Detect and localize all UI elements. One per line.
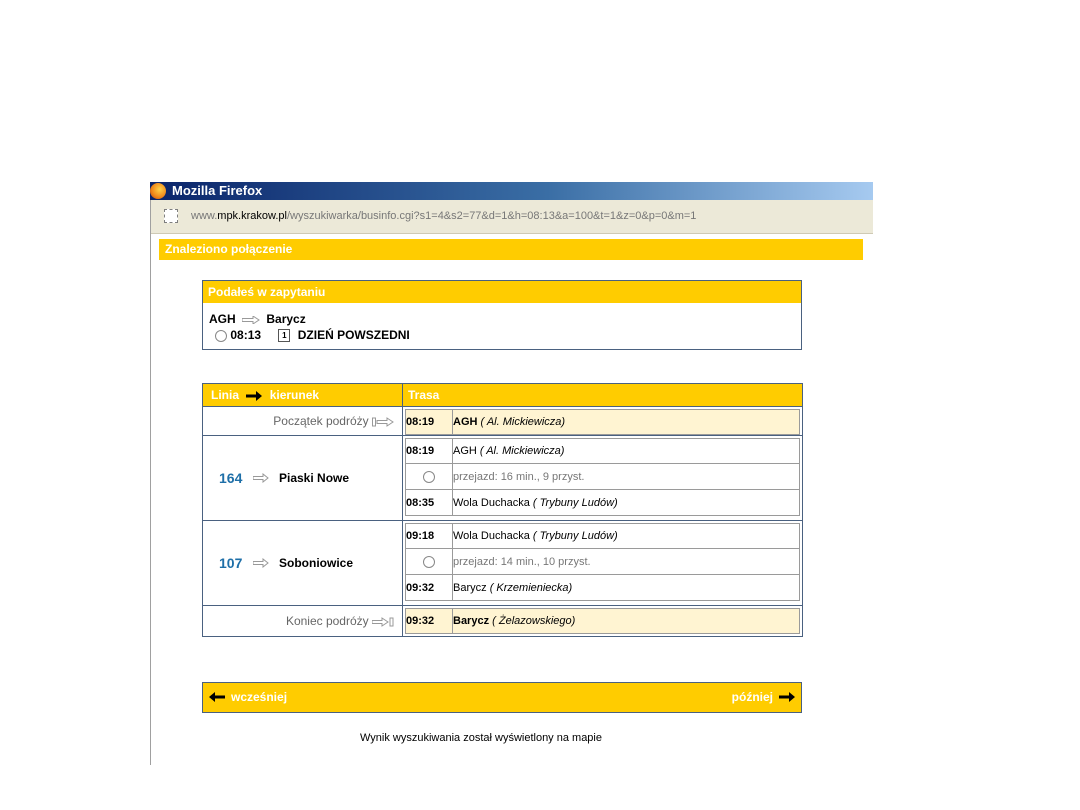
- site-identity-icon[interactable]: [164, 209, 178, 223]
- stop-time: 09:18: [405, 523, 452, 549]
- start-label: Początek podróży: [273, 414, 369, 428]
- query-from: AGH: [209, 312, 236, 326]
- firefox-logo-icon: [150, 183, 166, 199]
- query-summary-box: [202, 280, 802, 350]
- stop-name-cell: [452, 523, 800, 549]
- stop-time: 08:35: [405, 490, 452, 516]
- window-title: Mozilla Firefox: [172, 183, 263, 198]
- end-label-cell: [203, 606, 403, 637]
- stop-row: [405, 409, 800, 435]
- segment-stops: [403, 436, 803, 521]
- later-label: później: [731, 690, 773, 704]
- stop-time: 08:19: [405, 438, 452, 464]
- header-direction: kierunek: [269, 388, 320, 402]
- line-number[interactable]: 164: [219, 470, 243, 486]
- header-line-direction: [203, 384, 403, 407]
- query-time: 08:13: [230, 328, 262, 342]
- query-route: [209, 312, 306, 326]
- query-to: Barycz: [266, 312, 306, 326]
- end-stop-cell: [403, 606, 803, 637]
- end-label: Koniec podróży: [285, 614, 369, 628]
- later-button[interactable]: [732, 690, 795, 704]
- found-connection-banner: Znaleziono połączenie: [159, 239, 863, 260]
- stop-name: Wola Duchacka: [453, 496, 530, 509]
- result-navigation: [202, 682, 802, 713]
- stop-sub: ( Żelazowskiego): [492, 615, 576, 627]
- start-arrow-icon: [372, 417, 394, 427]
- address-bar[interactable]: [151, 200, 873, 234]
- stop-name: Wola Duchacka: [453, 530, 530, 542]
- query-header: Podałeś w zapytaniu: [203, 281, 801, 303]
- query-day-type: DZIEŃ POWSZEDNI: [297, 328, 410, 342]
- end-row: [203, 606, 803, 637]
- calendar-icon: [278, 329, 290, 342]
- line-number[interactable]: 107: [219, 555, 243, 571]
- url-domain: mpk.krakow.pl: [217, 210, 287, 222]
- stop-sub: ( Trybuny Ludów): [532, 530, 618, 542]
- stop-row: [405, 438, 800, 464]
- line-cell: [203, 521, 403, 606]
- line-cell: [203, 436, 403, 521]
- map-result-note[interactable]: Wynik wyszukiwania został wyświetlony na mapie: [360, 732, 602, 744]
- segment-stops: [403, 521, 803, 606]
- stop-name: AGH: [453, 416, 478, 428]
- ride-info: przejazd: 16 min., 9 przyst.: [452, 464, 800, 490]
- stop-name-cell: [452, 490, 800, 516]
- stop-name-cell: [452, 409, 800, 435]
- line-direction: Piaski Nowe: [279, 471, 350, 485]
- url-text[interactable]: [191, 210, 696, 222]
- ride-row: [405, 549, 800, 575]
- stop-name-cell: [452, 438, 800, 464]
- earlier-button[interactable]: [209, 690, 287, 704]
- url-path: /wyszukiwarka/businfo.cgi?s1=4&s2=77&d=1&h=08:13&a=100&t=1&z=0&p=0&m=1: [286, 210, 697, 222]
- arrow-right-icon: [246, 391, 262, 401]
- route-table-header: [203, 384, 803, 407]
- start-label-cell: [203, 407, 403, 436]
- ride-row: [405, 464, 800, 490]
- stop-row: [405, 575, 800, 601]
- arrow-right-icon: [779, 692, 795, 702]
- arrow-right-icon: [242, 316, 260, 324]
- end-arrow-icon: [372, 617, 394, 627]
- earlier-label: wcześniej: [231, 690, 288, 704]
- segment-row: [203, 521, 803, 606]
- stop-sub: ( Krzemieniecka): [489, 581, 573, 594]
- clock-icon: [423, 471, 435, 483]
- stop-name-cell: [452, 608, 800, 634]
- clock-icon: [423, 556, 435, 568]
- line-direction: Soboniowice: [279, 556, 354, 570]
- header-line: Linia: [211, 388, 240, 402]
- arrow-right-icon: [253, 558, 269, 568]
- start-row: [203, 407, 803, 436]
- arrow-left-icon: [209, 692, 225, 702]
- ride-info: przejazd: 14 min., 10 przyst.: [452, 549, 800, 575]
- stop-sub: ( Trybuny Ludów): [532, 496, 618, 509]
- stop-time: 08:19: [405, 409, 452, 435]
- route-table: [202, 383, 803, 637]
- stop-name-cell: [452, 575, 800, 601]
- stop-row: [405, 490, 800, 516]
- clock-icon: [215, 330, 227, 342]
- stop-time: 09:32: [405, 575, 452, 601]
- window-title-bar: [150, 182, 873, 200]
- stop-name: AGH: [453, 445, 477, 457]
- ride-clock-cell: [405, 464, 452, 490]
- query-time-row: [215, 328, 410, 342]
- url-prefix: www.: [191, 210, 218, 222]
- stop-name: Barycz: [453, 615, 490, 627]
- segment-row: [203, 436, 803, 521]
- stop-row: [405, 608, 800, 634]
- arrow-right-icon: [253, 473, 269, 483]
- stop-name: Barycz: [453, 581, 487, 594]
- start-stop-cell: [403, 407, 803, 436]
- calendar-day: 1: [282, 331, 287, 341]
- ride-clock-cell: [405, 549, 452, 575]
- stop-time: 09:32: [405, 608, 452, 634]
- header-route: Trasa: [403, 384, 803, 407]
- window-left-border: [150, 200, 151, 765]
- stop-sub: ( Al. Mickiewicza): [479, 445, 565, 457]
- stop-sub: ( Al. Mickiewicza): [480, 416, 566, 428]
- stop-row: [405, 523, 800, 549]
